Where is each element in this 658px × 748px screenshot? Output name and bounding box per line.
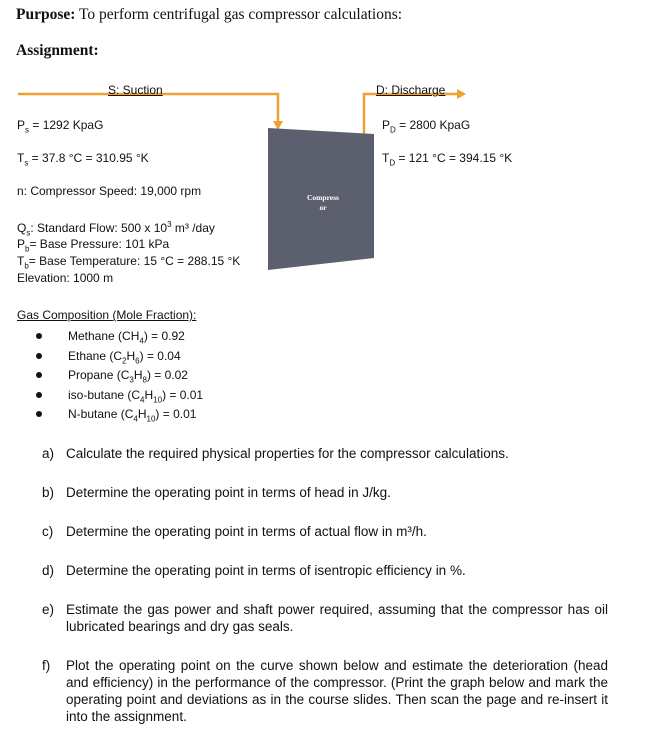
question-b: b) Determine the operating point in terms of head in J/kg. xyxy=(42,485,391,500)
list-item: Propane $(C_3H_8) = 0.02$ xyxy=(36,366,203,386)
list-item: Ethane $(C_2H_6) = 0.04$ xyxy=(36,347,203,367)
discharge-pressure: $P_D = 2800$ KpaG xyxy=(382,118,471,135)
question-a: a) Calculate the required physical properties for the compressor calculations. xyxy=(42,446,509,461)
compressor-label-line1: Compress xyxy=(307,193,339,202)
purpose-label: Purpose: xyxy=(16,6,76,23)
question-f: f) Plot the operating point on the curve shown below and estimate the deterioration (head and efficiency) in the performance of the compressor. (Print the graph below and mark the operating point and deviations as in the course slides. Then scan the page and re-insert it into the assignment. xyxy=(42,658,608,724)
compressor-speed: n: Compressor Speed: 19,000 rpm xyxy=(17,184,202,198)
question-d: d) Determine the operating point in terms of isentropic efficiency in %. xyxy=(42,563,466,578)
bullet-icon xyxy=(36,353,42,359)
discharge-label: D: Discharge xyxy=(376,83,446,97)
discharge-temperature: $T_D = 121$ °C = 394.15 °K xyxy=(382,151,513,168)
purpose-text: To perform centrifugal gas compressor calculations: xyxy=(75,6,403,23)
bullet-icon xyxy=(36,333,42,339)
list-item: Methane $(CH_4) = 0.92$ xyxy=(36,327,203,347)
compressor-label-line2: or xyxy=(319,203,327,212)
bullet-icon xyxy=(36,392,42,398)
suction-label: S: Suction xyxy=(108,83,163,97)
question-c: c) Determine the operating point in terms of actual flow in m³/h. xyxy=(42,524,427,539)
suction-pressure: $P_s = 1292$ KpaG xyxy=(17,118,104,135)
bullet-icon xyxy=(36,411,42,417)
question-e: e) Estimate the gas power and shaft power required, assuming that the compressor has oil lubricated bearings and dry gas seals. xyxy=(42,602,608,634)
elevation: Elevation: 1000 m xyxy=(17,271,114,285)
list-item: N-butane $(C_4H_{10}) = 0.01$ xyxy=(36,405,203,425)
standard-flow: $Q_s$: Standard Flow: 500 x $10^3$ m³ /day xyxy=(17,220,215,238)
gas-composition-list xyxy=(36,327,203,425)
gas-composition-heading: Gas Composition (Mole Fraction): xyxy=(17,308,197,322)
bullet-icon xyxy=(36,372,42,378)
assignment-heading: Assignment: xyxy=(16,42,99,59)
base-pressure: $P_b=$ Base Pressure: 101 kPa xyxy=(17,237,170,254)
list-item: iso-butane $(C_4H_{10}) = 0.01$ xyxy=(36,386,203,406)
suction-temperature: $T_s = 37.8$ °C = 310.95 °K xyxy=(17,151,149,168)
base-temperature: $T_b=$ Base Temperature: 15 °C = 288.15 °K xyxy=(17,254,241,271)
